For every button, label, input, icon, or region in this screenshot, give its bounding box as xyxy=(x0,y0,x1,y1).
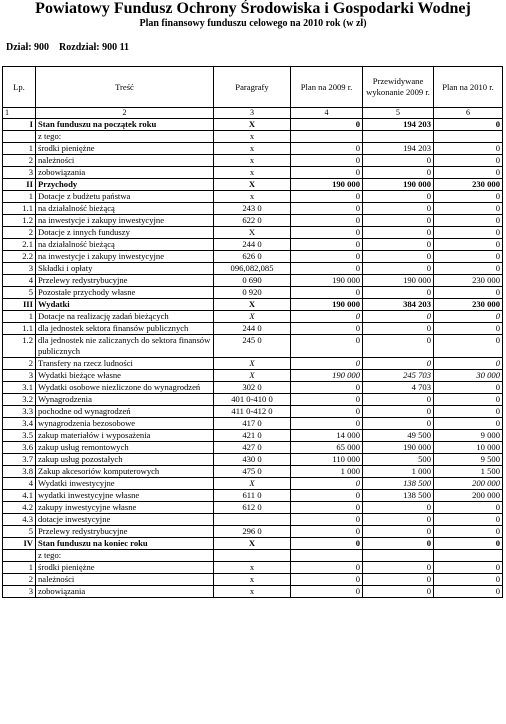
row-lp-cell: 3 xyxy=(3,167,36,179)
row-lp-cell xyxy=(3,131,36,143)
row-wykonanie-2009-cell: 138 500 xyxy=(363,478,434,490)
row-plan-2010-cell: 0 xyxy=(434,406,503,418)
row-wykonanie-2009-cell: 0 xyxy=(363,203,434,215)
table-row xyxy=(3,131,503,143)
row-plan-2010-cell: 0 xyxy=(434,155,503,167)
row-paragraf-cell: x xyxy=(214,562,291,574)
table-row xyxy=(3,119,503,131)
table-row xyxy=(3,466,503,478)
row-plan-2009-cell: 0 xyxy=(291,502,363,514)
row-plan-2010-cell: 0 xyxy=(434,311,503,323)
row-paragraf-cell: X xyxy=(214,311,291,323)
row-plan-2010-cell: 0 xyxy=(434,287,503,299)
row-wykonanie-2009-cell: 49 500 xyxy=(363,430,434,442)
row-tresc-cell: Przelewy redystrybucyjne xyxy=(36,526,214,538)
row-wykonanie-2009-cell: 194 203 xyxy=(363,119,434,131)
table-body xyxy=(3,119,503,598)
row-plan-2009-cell: 0 xyxy=(291,574,363,586)
header-tresc: Treść xyxy=(36,67,214,108)
row-lp-cell: 3.7 xyxy=(3,454,36,466)
row-plan-2010-cell: 0 xyxy=(434,562,503,574)
row-wykonanie-2009-cell: 0 xyxy=(363,335,434,358)
row-wykonanie-2009-cell: 0 xyxy=(363,358,434,370)
table-row xyxy=(3,251,503,263)
column-number: 2 xyxy=(36,108,214,119)
row-plan-2010-cell: 0 xyxy=(434,143,503,155)
row-wykonanie-2009-cell: 0 xyxy=(363,562,434,574)
row-tresc-cell: Składki i opłaty xyxy=(36,263,214,275)
row-wykonanie-2009-cell: 0 xyxy=(363,526,434,538)
row-paragraf-cell: 0 920 xyxy=(214,287,291,299)
row-tresc-cell: zakupy inwestycyjne własne xyxy=(36,502,214,514)
row-plan-2010-cell: 0 xyxy=(434,358,503,370)
row-plan-2010-cell xyxy=(434,550,503,562)
row-wykonanie-2009-cell: 4 703 xyxy=(363,382,434,394)
row-paragraf-cell: x xyxy=(214,574,291,586)
row-paragraf-cell: 0 690 xyxy=(214,275,291,287)
table-row xyxy=(3,203,503,215)
row-lp-cell: 3.5 xyxy=(3,430,36,442)
row-tresc-cell: dla jednostek sektora finansów publicznych xyxy=(36,323,214,335)
row-wykonanie-2009-cell xyxy=(363,550,434,562)
row-plan-2010-cell: 0 xyxy=(434,215,503,227)
row-lp-cell: 3.1 xyxy=(3,382,36,394)
column-number: 4 xyxy=(291,108,363,119)
row-lp-cell: 5 xyxy=(3,526,36,538)
row-plan-2010-cell: 0 xyxy=(434,239,503,251)
row-paragraf-cell: 622 0 xyxy=(214,215,291,227)
header-plan-2009: Plan na 2009 r. xyxy=(291,67,363,108)
row-tresc-cell: Transfery na rzecz ludności xyxy=(36,358,214,370)
row-wykonanie-2009-cell xyxy=(363,131,434,143)
row-plan-2010-cell: 0 xyxy=(434,167,503,179)
table-row xyxy=(3,143,503,155)
row-plan-2010-cell: 9 500 xyxy=(434,454,503,466)
row-wykonanie-2009-cell: 0 xyxy=(363,263,434,275)
row-tresc-cell: Przychody xyxy=(36,179,214,191)
table-row xyxy=(3,370,503,382)
row-wykonanie-2009-cell: 0 xyxy=(363,311,434,323)
table-row xyxy=(3,358,503,370)
row-wykonanie-2009-cell: 0 xyxy=(363,502,434,514)
row-paragraf-cell: 244 0 xyxy=(214,323,291,335)
row-plan-2009-cell: 0 xyxy=(291,119,363,131)
row-lp-cell: II xyxy=(3,179,36,191)
row-tresc-cell: zakup usług remontowych xyxy=(36,442,214,454)
row-lp-cell: 1 xyxy=(3,311,36,323)
row-plan-2009-cell: 190 000 xyxy=(291,179,363,191)
row-plan-2009-cell: 0 xyxy=(291,287,363,299)
row-tresc-cell: Dotacje na realizację zadań bieżących xyxy=(36,311,214,323)
row-wykonanie-2009-cell: 500 xyxy=(363,454,434,466)
row-plan-2010-cell: 0 xyxy=(434,418,503,430)
row-tresc-cell: środki pieniężne xyxy=(36,562,214,574)
row-tresc-cell: Dotacje z budżetu państwa xyxy=(36,191,214,203)
table-row xyxy=(3,323,503,335)
row-plan-2009-cell: 0 xyxy=(291,538,363,550)
row-plan-2010-cell: 230 000 xyxy=(434,275,503,287)
row-tresc-cell: Dotacje z innych funduszy xyxy=(36,227,214,239)
row-lp-cell: 3.6 xyxy=(3,442,36,454)
row-paragraf-cell: 244 0 xyxy=(214,239,291,251)
table-row xyxy=(3,406,503,418)
table-row xyxy=(3,179,503,191)
classification-line xyxy=(6,42,129,54)
row-plan-2010-cell: 1 500 xyxy=(434,466,503,478)
row-wykonanie-2009-cell: 0 xyxy=(363,191,434,203)
row-plan-2010-cell: 230 000 xyxy=(434,179,503,191)
row-plan-2010-cell: 0 xyxy=(434,227,503,239)
column-number: 6 xyxy=(434,108,503,119)
row-lp-cell: 1.2 xyxy=(3,335,36,358)
row-plan-2009-cell: 1 000 xyxy=(291,466,363,478)
row-lp-cell: 3 xyxy=(3,586,36,598)
row-plan-2009-cell: 14 000 xyxy=(291,430,363,442)
row-plan-2010-cell: 0 xyxy=(434,323,503,335)
row-plan-2009-cell: 0 xyxy=(291,311,363,323)
row-lp-cell: 3.3 xyxy=(3,406,36,418)
row-wykonanie-2009-cell: 384 203 xyxy=(363,299,434,311)
rozdzial-label: Rozdział: 900 11 xyxy=(59,42,130,53)
row-paragraf-cell: 427 0 xyxy=(214,442,291,454)
table-row xyxy=(3,155,503,167)
row-plan-2009-cell: 190 000 xyxy=(291,370,363,382)
row-wykonanie-2009-cell: 0 xyxy=(363,574,434,586)
table-row xyxy=(3,215,503,227)
row-plan-2009-cell: 65 000 xyxy=(291,442,363,454)
row-paragraf-cell: X xyxy=(214,227,291,239)
row-tresc-cell: zakup materiałów i wyposażenia xyxy=(36,430,214,442)
document-title: Powiatowy Fundusz Ochrony Środowiska i Gospodarki Wodnej xyxy=(35,0,471,17)
table-row xyxy=(3,275,503,287)
row-paragraf-cell: x xyxy=(214,586,291,598)
row-plan-2009-cell: 0 xyxy=(291,514,363,526)
row-wykonanie-2009-cell: 194 203 xyxy=(363,143,434,155)
table-row xyxy=(3,586,503,598)
row-lp-cell: 1.1 xyxy=(3,323,36,335)
table-row xyxy=(3,239,503,251)
row-plan-2010-cell: 0 xyxy=(434,203,503,215)
row-plan-2009-cell: 0 xyxy=(291,143,363,155)
row-plan-2010-cell: 0 xyxy=(434,586,503,598)
row-plan-2010-cell: 0 xyxy=(434,335,503,358)
row-plan-2009-cell: 0 xyxy=(291,251,363,263)
row-plan-2009-cell: 0 xyxy=(291,227,363,239)
row-paragraf-cell: x xyxy=(214,143,291,155)
row-plan-2009-cell: 0 xyxy=(291,167,363,179)
row-paragraf-cell: x xyxy=(214,155,291,167)
row-paragraf-cell: 611 0 xyxy=(214,490,291,502)
row-wykonanie-2009-cell: 245 703 xyxy=(363,370,434,382)
row-wykonanie-2009-cell: 0 xyxy=(363,514,434,526)
row-paragraf-cell: 096,082,085 xyxy=(214,263,291,275)
row-wykonanie-2009-cell: 0 xyxy=(363,239,434,251)
row-plan-2010-cell: 0 xyxy=(434,526,503,538)
table-row xyxy=(3,335,503,358)
row-plan-2009-cell: 0 xyxy=(291,418,363,430)
row-paragraf-cell: 243 0 xyxy=(214,203,291,215)
row-lp-cell: 3 xyxy=(3,370,36,382)
row-tresc-cell: Stan funduszu na początek roku xyxy=(36,119,214,131)
row-plan-2009-cell: 0 xyxy=(291,562,363,574)
table-row xyxy=(3,454,503,466)
row-tresc-cell: środki pieniężne xyxy=(36,143,214,155)
row-lp-cell: 4.3 xyxy=(3,514,36,526)
row-lp-cell: 3.4 xyxy=(3,418,36,430)
row-tresc-cell: zobowiązania xyxy=(36,586,214,598)
dzial-label: Dział: 900 xyxy=(6,42,50,53)
row-plan-2010-cell: 0 xyxy=(434,251,503,263)
row-tresc-cell: Przelewy redystrybucyjne xyxy=(36,275,214,287)
row-wykonanie-2009-cell: 0 xyxy=(363,323,434,335)
row-plan-2009-cell: 0 xyxy=(291,155,363,167)
row-lp-cell: 1 xyxy=(3,191,36,203)
row-wykonanie-2009-cell: 190 000 xyxy=(363,275,434,287)
row-paragraf-cell: 296 0 xyxy=(214,526,291,538)
row-tresc-cell: z tego: xyxy=(36,131,214,143)
row-plan-2010-cell: 0 xyxy=(434,191,503,203)
table-row xyxy=(3,394,503,406)
row-plan-2009-cell: 190 000 xyxy=(291,275,363,287)
row-tresc-cell: Stan funduszu na koniec roku xyxy=(36,538,214,550)
row-plan-2009-cell xyxy=(291,131,363,143)
row-tresc-cell: wynagrodzenia bezosobowe xyxy=(36,418,214,430)
row-paragraf-cell: 401 0-410 0 xyxy=(214,394,291,406)
row-paragraf-cell: 430 0 xyxy=(214,454,291,466)
table-row xyxy=(3,562,503,574)
row-lp-cell: 2 xyxy=(3,155,36,167)
row-plan-2009-cell: 190 000 xyxy=(291,299,363,311)
row-plan-2009-cell: 0 xyxy=(291,239,363,251)
table-row xyxy=(3,299,503,311)
row-plan-2010-cell: 0 xyxy=(434,502,503,514)
row-plan-2010-cell: 10 000 xyxy=(434,442,503,454)
header-row xyxy=(3,67,503,108)
row-plan-2010-cell: 0 xyxy=(434,382,503,394)
row-paragraf-cell: X xyxy=(214,538,291,550)
row-lp-cell: 4 xyxy=(3,275,36,287)
table-row xyxy=(3,526,503,538)
row-wykonanie-2009-cell: 0 xyxy=(363,586,434,598)
table-row xyxy=(3,442,503,454)
row-tresc-cell: Wydatki osobowe niezliczone do wynagrodzeń xyxy=(36,382,214,394)
row-paragraf-cell: 245 0 xyxy=(214,335,291,358)
row-lp-cell: 3.8 xyxy=(3,466,36,478)
row-paragraf-cell: X xyxy=(214,370,291,382)
row-plan-2009-cell: 0 xyxy=(291,478,363,490)
row-paragraf-cell: X xyxy=(214,478,291,490)
row-plan-2010-cell: 0 xyxy=(434,119,503,131)
row-plan-2009-cell: 0 xyxy=(291,323,363,335)
row-paragraf-cell: 475 0 xyxy=(214,466,291,478)
row-wykonanie-2009-cell: 0 xyxy=(363,406,434,418)
row-wykonanie-2009-cell: 190 000 xyxy=(363,179,434,191)
row-paragraf-cell: 626 0 xyxy=(214,251,291,263)
row-tresc-cell: Pozostałe przychody własne xyxy=(36,287,214,299)
row-lp-cell: 4 xyxy=(3,478,36,490)
row-plan-2010-cell: 0 xyxy=(434,394,503,406)
row-lp-cell: 2 xyxy=(3,227,36,239)
row-tresc-cell: Wydatki inwestycyjne xyxy=(36,478,214,490)
row-tresc-cell: Wynagrodzenia xyxy=(36,394,214,406)
row-plan-2009-cell: 0 xyxy=(291,490,363,502)
row-plan-2010-cell: 200 000 xyxy=(434,478,503,490)
row-plan-2009-cell: 0 xyxy=(291,406,363,418)
row-wykonanie-2009-cell: 0 xyxy=(363,418,434,430)
row-lp-cell: 1 xyxy=(3,143,36,155)
row-tresc-cell: dotacje inwestycyjne xyxy=(36,514,214,526)
row-lp-cell: I xyxy=(3,119,36,131)
row-wykonanie-2009-cell: 0 xyxy=(363,538,434,550)
row-wykonanie-2009-cell: 190 000 xyxy=(363,442,434,454)
row-plan-2009-cell: 0 xyxy=(291,382,363,394)
row-plan-2009-cell xyxy=(291,550,363,562)
row-lp-cell xyxy=(3,550,36,562)
table-row xyxy=(3,574,503,586)
row-wykonanie-2009-cell: 0 xyxy=(363,287,434,299)
row-tresc-cell: Zakup akcesoriów komputerowych xyxy=(36,466,214,478)
table-row xyxy=(3,538,503,550)
row-lp-cell: 5 xyxy=(3,287,36,299)
row-paragraf-cell: 417 0 xyxy=(214,418,291,430)
table-row xyxy=(3,382,503,394)
table-row xyxy=(3,478,503,490)
table-row xyxy=(3,490,503,502)
row-paragraf-cell: X xyxy=(214,119,291,131)
table-row xyxy=(3,167,503,179)
financial-plan-table xyxy=(2,66,503,598)
row-plan-2010-cell: 30 000 xyxy=(434,370,503,382)
row-lp-cell: 2.2 xyxy=(3,251,36,263)
row-plan-2009-cell: 0 xyxy=(291,263,363,275)
row-plan-2010-cell: 0 xyxy=(434,514,503,526)
header-lp: Lp. xyxy=(3,67,36,108)
row-paragraf-cell: X xyxy=(214,299,291,311)
row-plan-2009-cell: 0 xyxy=(291,358,363,370)
row-plan-2010-cell: 9 000 xyxy=(434,430,503,442)
row-wykonanie-2009-cell: 1 000 xyxy=(363,466,434,478)
row-lp-cell: III xyxy=(3,299,36,311)
row-lp-cell: 1.1 xyxy=(3,203,36,215)
row-wykonanie-2009-cell: 0 xyxy=(363,394,434,406)
row-paragraf-cell: x xyxy=(214,191,291,203)
row-plan-2009-cell: 0 xyxy=(291,526,363,538)
document-subtitle: Plan finansowy funduszu celowego na 2010 rok (w zł) xyxy=(139,18,367,29)
table-row xyxy=(3,550,503,562)
column-number: 1 xyxy=(3,108,36,119)
column-number: 5 xyxy=(363,108,434,119)
row-paragraf-cell xyxy=(214,514,291,526)
row-lp-cell: 4.1 xyxy=(3,490,36,502)
row-wykonanie-2009-cell: 138 500 xyxy=(363,490,434,502)
row-paragraf-cell: 411 0-412 0 xyxy=(214,406,291,418)
row-tresc-cell: należności xyxy=(36,155,214,167)
row-paragraf-cell: 612 0 xyxy=(214,502,291,514)
header-plan-2010: Plan na 2010 r. xyxy=(434,67,503,108)
row-tresc-cell: na inwestycje i zakupy inwestycyjne xyxy=(36,251,214,263)
row-paragraf-cell: X xyxy=(214,179,291,191)
table-row xyxy=(3,311,503,323)
row-lp-cell: 2 xyxy=(3,574,36,586)
row-tresc-cell: na inwestycje i zakupy inwestycyjne xyxy=(36,215,214,227)
row-lp-cell: 1 xyxy=(3,562,36,574)
row-tresc-cell: dla jednostek nie zaliczanych do sektora finansów publicznych xyxy=(36,335,214,358)
table-row xyxy=(3,287,503,299)
row-plan-2009-cell: 0 xyxy=(291,191,363,203)
column-number-row xyxy=(3,108,503,119)
row-plan-2010-cell: 230 000 xyxy=(434,299,503,311)
header-paragrafy: Paragrafy xyxy=(214,67,291,108)
row-lp-cell: 4.2 xyxy=(3,502,36,514)
table-row xyxy=(3,263,503,275)
row-wykonanie-2009-cell: 0 xyxy=(363,167,434,179)
row-plan-2010-cell: 0 xyxy=(434,538,503,550)
row-paragraf-cell: x xyxy=(214,167,291,179)
row-tresc-cell: na działalność bieżącą xyxy=(36,239,214,251)
row-tresc-cell: zakup usług pozostałych xyxy=(36,454,214,466)
row-tresc-cell: zobowiązania xyxy=(36,167,214,179)
table-row xyxy=(3,227,503,239)
row-plan-2010-cell: 200 000 xyxy=(434,490,503,502)
row-plan-2009-cell: 0 xyxy=(291,215,363,227)
row-tresc-cell: na działalność bieżącą xyxy=(36,203,214,215)
row-paragraf-cell: 302 0 xyxy=(214,382,291,394)
row-plan-2009-cell: 0 xyxy=(291,203,363,215)
row-lp-cell: 3 xyxy=(3,263,36,275)
column-number: 3 xyxy=(214,108,291,119)
row-lp-cell: 3.2 xyxy=(3,394,36,406)
row-plan-2010-cell xyxy=(434,131,503,143)
table-row xyxy=(3,514,503,526)
row-wykonanie-2009-cell: 0 xyxy=(363,215,434,227)
row-plan-2010-cell: 0 xyxy=(434,574,503,586)
row-plan-2009-cell: 0 xyxy=(291,586,363,598)
row-plan-2009-cell: 110 000 xyxy=(291,454,363,466)
row-tresc-cell: należności xyxy=(36,574,214,586)
row-lp-cell: 1.2 xyxy=(3,215,36,227)
row-plan-2009-cell: 0 xyxy=(291,394,363,406)
row-tresc-cell: wydatki inwestycyjne własne xyxy=(36,490,214,502)
row-paragraf-cell: X xyxy=(214,358,291,370)
row-paragraf-cell xyxy=(214,550,291,562)
row-lp-cell: 2 xyxy=(3,358,36,370)
row-lp-cell: IV xyxy=(3,538,36,550)
row-tresc-cell: Wydatki bieżące własne xyxy=(36,370,214,382)
row-plan-2010-cell: 0 xyxy=(434,263,503,275)
row-paragraf-cell: 421 0 xyxy=(214,430,291,442)
row-wykonanie-2009-cell: 0 xyxy=(363,251,434,263)
table-row xyxy=(3,418,503,430)
row-tresc-cell: Wydatki xyxy=(36,299,214,311)
row-tresc-cell: pochodne od wynagrodzeń xyxy=(36,406,214,418)
table-row xyxy=(3,502,503,514)
row-tresc-cell: z tego: xyxy=(36,550,214,562)
row-wykonanie-2009-cell: 0 xyxy=(363,155,434,167)
table-row xyxy=(3,191,503,203)
row-lp-cell: 2.1 xyxy=(3,239,36,251)
table-row xyxy=(3,430,503,442)
row-wykonanie-2009-cell: 0 xyxy=(363,227,434,239)
header-wykonanie-2009: Przewidywane wykonanie 2009 r. xyxy=(363,67,434,108)
row-paragraf-cell: x xyxy=(214,131,291,143)
row-plan-2009-cell: 0 xyxy=(291,335,363,358)
